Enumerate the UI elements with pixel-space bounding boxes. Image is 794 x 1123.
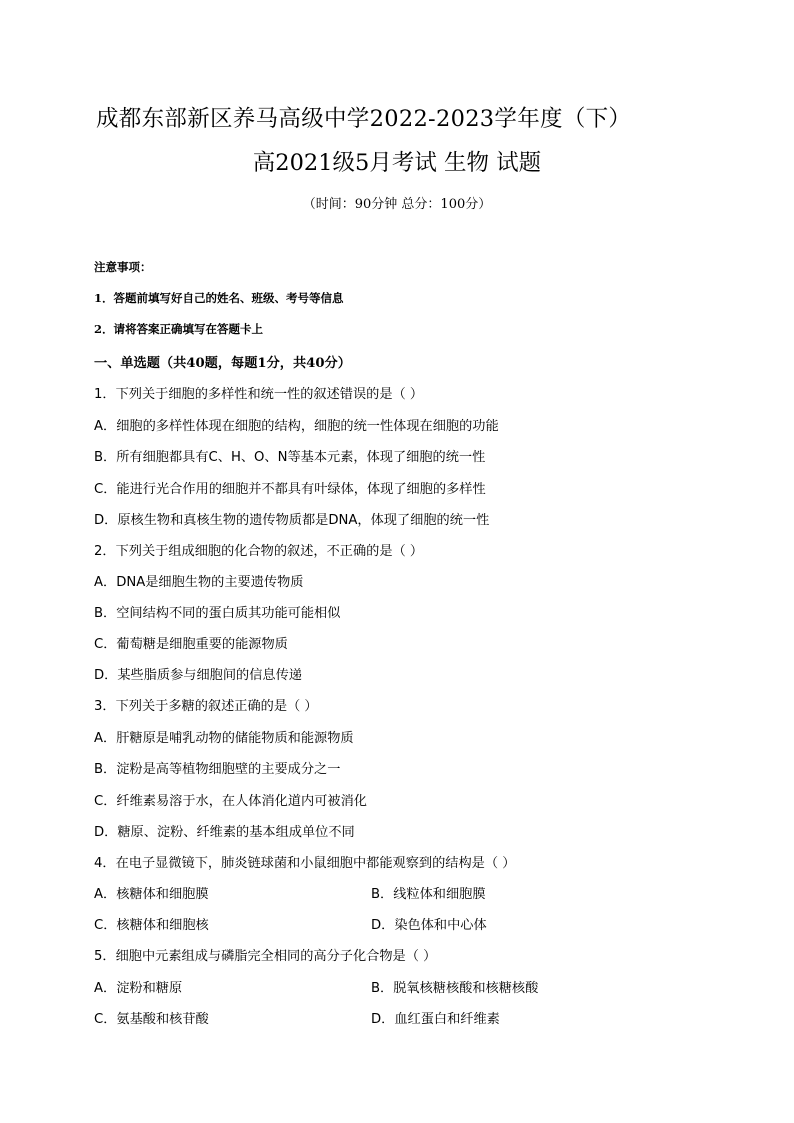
school-title: 成都东部新区养马高级中学2022-2023学年度（下） bbox=[96, 106, 632, 132]
question-5-option-b: B．脱氧核糖核酸和核糖核酸 bbox=[371, 981, 539, 996]
question-2-option-c: C．葡萄糖是细胞重要的能源物质 bbox=[94, 637, 288, 652]
question-5-stem: 5．细胞中元素组成与磷脂完全相同的高分子化合物是（ ） bbox=[94, 949, 437, 964]
exam-time-score: （时间：90分钟 总分：100分） bbox=[302, 197, 492, 212]
question-2-option-a: A．DNA是细胞生物的主要遗传物质 bbox=[94, 575, 304, 590]
question-3-option-c: C．纤维素易溶于水，在人体消化道内可被消化 bbox=[94, 794, 367, 809]
question-4-option-a: A．核糖体和细胞膜 bbox=[94, 887, 209, 902]
question-3-stem: 3．下列关于多糖的叙述正确的是（ ） bbox=[94, 699, 318, 714]
notice-title: 注意事项： bbox=[94, 260, 152, 274]
question-3-option-d: D．糖原、淀粉、纤维素的基本组成单位不同 bbox=[94, 825, 355, 840]
notice-item-2: 2．请将答案正确填写在答题卡上 bbox=[94, 322, 263, 336]
exam-title: 高2021级5月考试 生物 试题 bbox=[252, 150, 542, 176]
question-4-option-b: B．线粒体和细胞膜 bbox=[371, 887, 486, 902]
question-2-option-d: D．某些脂质参与细胞间的信息传递 bbox=[94, 668, 302, 683]
question-5-option-d: D．血红蛋白和纤维素 bbox=[371, 1012, 500, 1027]
question-1-stem: 1．下列关于细胞的多样性和统一性的叙述错误的是（ ） bbox=[94, 387, 424, 402]
question-5-option-a: A．淀粉和糖原 bbox=[94, 981, 183, 996]
notice-item-1: 1．答题前填写好自己的姓名、班级、考号等信息 bbox=[94, 291, 344, 305]
question-1-option-c: C．能进行光合作用的细胞并不都具有叶绿体，体现了细胞的多样性 bbox=[94, 482, 486, 497]
question-3-option-a: A．肝糖原是哺乳动物的储能物质和能源物质 bbox=[94, 731, 354, 746]
question-4-option-d: D．染色体和中心体 bbox=[371, 918, 487, 933]
question-4-option-c: C．核糖体和细胞核 bbox=[94, 918, 209, 933]
question-1-option-a: A．细胞的多样性体现在细胞的结构，细胞的统一性体现在细胞的功能 bbox=[94, 419, 499, 434]
section-title: 一、单选题（共40题，每题1分，共40分） bbox=[94, 356, 351, 371]
question-1-option-b: B．所有细胞都具有C、H、O、N等基本元素，体现了细胞的统一性 bbox=[94, 450, 486, 465]
question-2-option-b: B．空间结构不同的蛋白质其功能可能相似 bbox=[94, 606, 341, 621]
question-1-option-d: D．原核生物和真核生物的遗传物质都是DNA，体现了细胞的统一性 bbox=[94, 513, 490, 528]
question-3-option-b: B．淀粉是高等植物细胞壁的主要成分之一 bbox=[94, 762, 341, 777]
question-4-stem: 4．在电子显微镜下，肺炎链球菌和小鼠细胞中都能观察到的结构是（ ） bbox=[94, 856, 516, 871]
question-2-stem: 2．下列关于组成细胞的化合物的叙述，不正确的是（ ） bbox=[94, 544, 424, 559]
question-5-option-c: C．氨基酸和核苷酸 bbox=[94, 1012, 209, 1027]
